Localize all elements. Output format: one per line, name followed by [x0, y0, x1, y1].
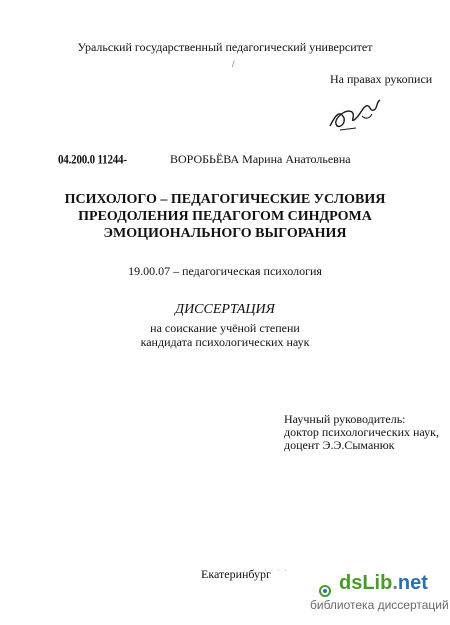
supervisor-line: Научный руководитель: [284, 412, 406, 426]
university-name: Уральский государственный педагогический университет [77, 40, 373, 54]
purpose-line: кандидата психологических наук [140, 335, 310, 349]
watermark-logo-dot: . [392, 572, 398, 594]
document-type: ДИССЕРТАЦИЯ [175, 302, 275, 317]
watermark-logo[interactable] [339, 572, 428, 595]
title-line: ЭМОЦИОНАЛЬНОГО ВЫГОРАНИЯ [103, 226, 347, 241]
supervisor-block [284, 413, 439, 452]
catalog-number: 04.200.0 11244- [58, 153, 127, 167]
dissertation-title [0, 191, 450, 242]
specialty-code: 19.00.07 – педагогическая психология [128, 264, 322, 278]
degree-purpose [0, 321, 450, 349]
faded-year-mark: · · · · [264, 566, 288, 575]
signature-icon [326, 96, 384, 136]
manuscript-rights-label: На правах рукописи [330, 72, 433, 86]
city-name: Екатеринбург [201, 567, 271, 581]
stray-mark: / [232, 59, 235, 69]
watermark-logo-tld: net [397, 572, 428, 594]
watermark-logo-icon [318, 584, 332, 598]
purpose-line: на соискание учёной степени [150, 321, 300, 335]
author-name: ВОРОБЬЁВА Марина Анатольевна [170, 152, 351, 166]
watermark-subtitle[interactable]: библиотека диссертаций [310, 598, 449, 612]
supervisor-line: доцент Э.Э.Сыманюк [284, 438, 395, 452]
title-line: ПСИХОЛОГО – ПЕДАГОГИЧЕСКИЕ УСЛОВИЯ [64, 192, 386, 207]
title-line: ПРЕОДОЛЕНИЯ ПЕДАГОГОМ СИНДРОМА [78, 209, 372, 224]
supervisor-line: доктор психологических наук, [284, 425, 439, 439]
watermark-logo-main: dsLib [339, 572, 393, 594]
